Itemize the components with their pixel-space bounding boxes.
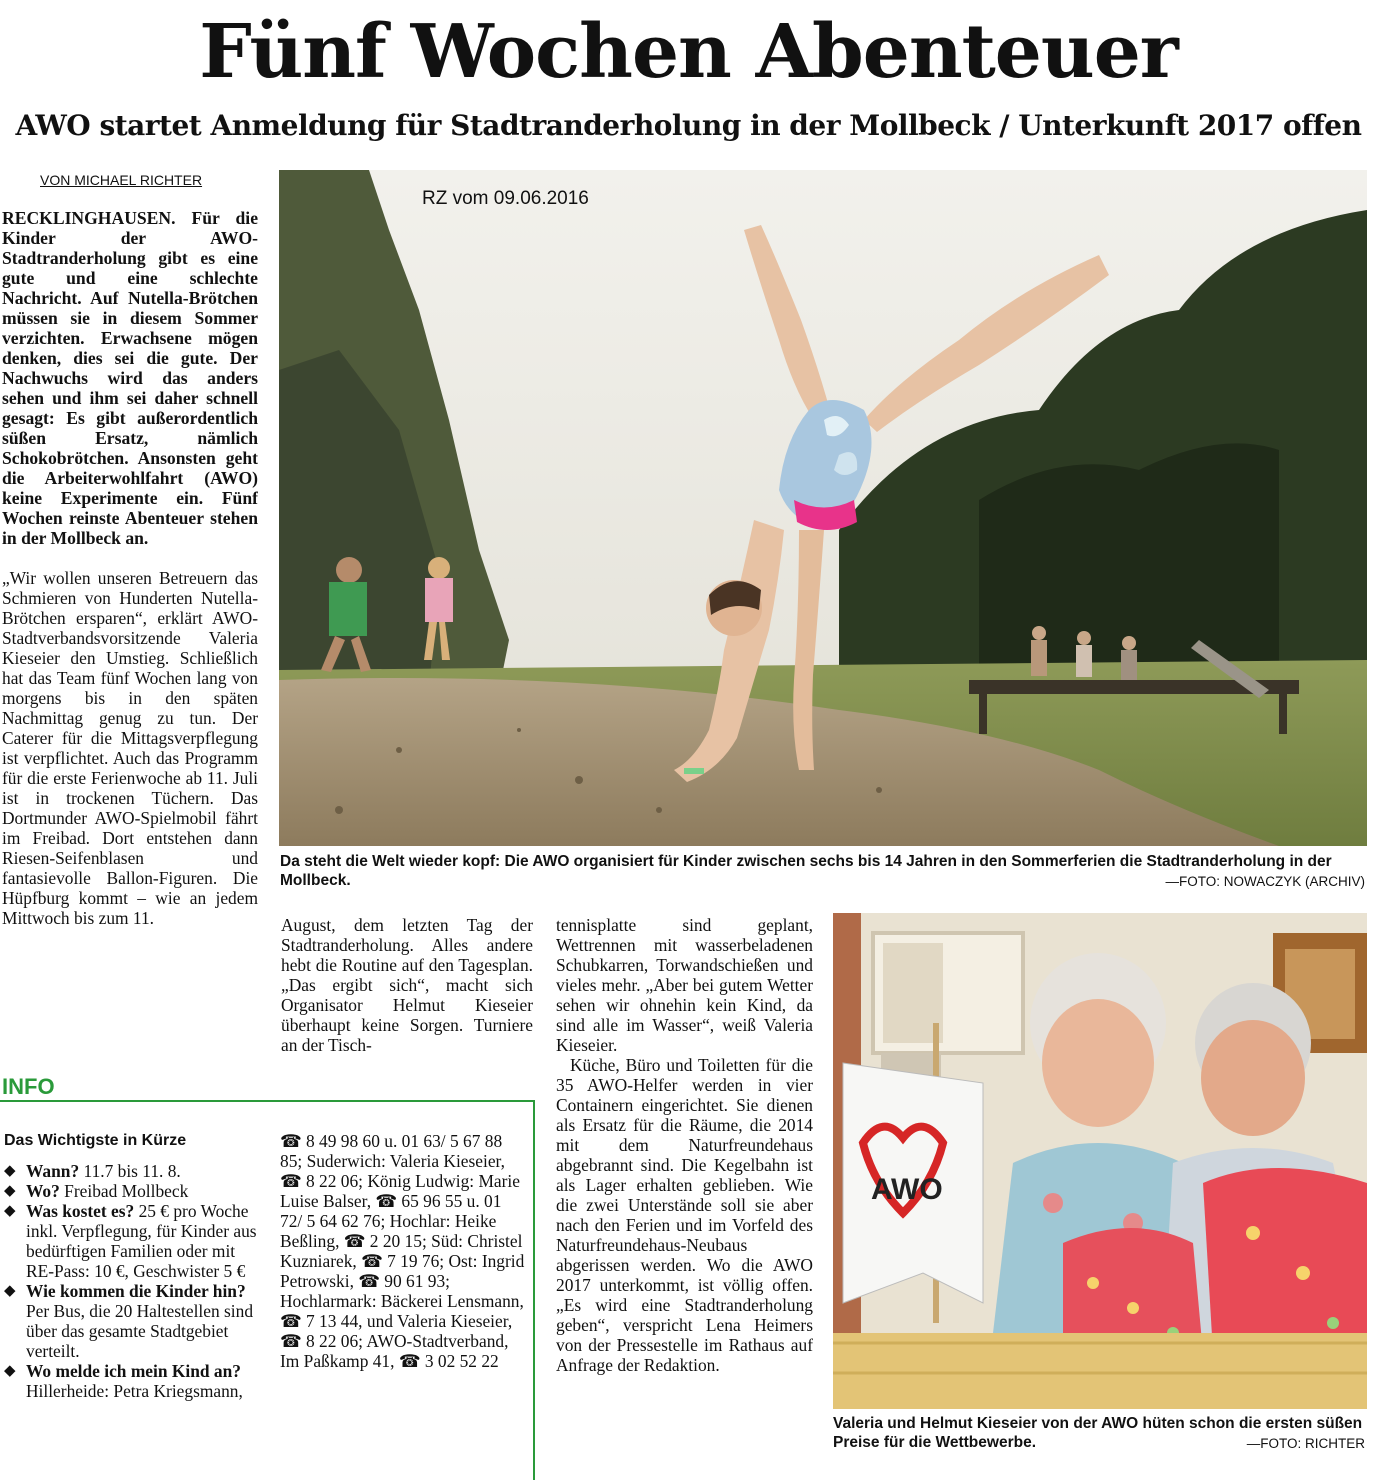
main-photo-caption-text: Da steht die Welt wieder kopf: Die AWO organisiert für Kinder zwischen sechs bis 14 Jahren in den Sommerferien die Stadtranderholung in der Mollbeck. (280, 853, 1332, 889)
info-item-when (4, 1161, 266, 1181)
cartwheel-photo-illustration (279, 170, 1367, 846)
portrait-photo-credit: —FOTO: RICHTER (1246, 1436, 1365, 1451)
portrait-photo (833, 913, 1367, 1409)
couple-photo-illustration (833, 913, 1367, 1409)
info-item-answer: Per Bus, die 20 Haltestellen sind über das gesamte Stadtgebiet verteilt. (26, 1301, 254, 1361)
byline: VON MICHAEL RICHTER (40, 172, 203, 188)
diamond-bullet-icon: ◆ (4, 1203, 16, 1219)
info-item-question: Was kostet es? (26, 1201, 135, 1221)
info-heading: INFO (2, 1074, 55, 1099)
main-photo-credit: —FOTO: NOWACZYK (ARCHIV) (1165, 874, 1365, 889)
article-column-3 (556, 915, 813, 1475)
info-item-transport (4, 1281, 266, 1361)
info-list (4, 1161, 266, 1401)
pennant-logo-text: AWO (871, 1173, 943, 1206)
info-title: Das Wichtigste in Kürze (4, 1132, 187, 1149)
article-column-1 (2, 208, 258, 1056)
diamond-bullet-icon: ◆ (4, 1183, 16, 1199)
body-paragraph-3b: Küche, Büro und Toiletten für die 35 AWO-Helfer werden in vier Containern eingerichtet. Sie dienen als Ersatz für die Räume, die 2014 mit dem Naturfreundehaus abgebrannt sind. Die Kegelbahn ist als Lager erhalten geblieben. Wie die zwei Unterstände soll sie aber nach den Ferien und im Vorfeld des Naturfreundehaus-Neubaus abgerissen werden. Wo die AWO 2017 unterkommt, ist völlig offen. „Es wird eine Stadtranderholung geben“, verspricht Lena Heimers von der Pressestelle im Rathaus auf Anfrage der Redaktion. (556, 1055, 813, 1375)
info-item-where (4, 1181, 266, 1201)
article-column-2: August, dem letzten Tag der Stadtranderholung. Alles andere hebt die Routine auf den Tagesplan. „Das ergibt sich“, macht sich Organisator Helmut Kieseier überhaupt keine Sorgen. Turniere an der Tisch- (281, 915, 533, 1055)
subheadline: AWO startet Anmeldung für Stadtranderholung in der Mollbeck / Unterkunft 2017 offen (15, 109, 1362, 142)
info-item-answer: 25 € pro Woche inkl. Verpflegung, für Kinder aus bedürftigen Familien oder mit RE-Pass: 10 €, Geschwister 5 € (26, 1201, 257, 1281)
diamond-bullet-icon: ◆ (4, 1283, 16, 1299)
date-stamp: RZ vom 09.06.2016 (422, 188, 589, 209)
body-paragraph-1: „Wir wollen unseren Betreuern das Schmieren von Hunderten Nutella-Brötchen ersparen“, erklärt AWO-Stadtverbandsvorsitzende Valeria Kieseier den Umstieg. Schließlich hat das Team fünf Wochen lang von morgens bis in den späten Nachmittag genug zu tun. Der Caterer für die Mittagsverpflegung ist verpflichtet. Auch das Programm für die erste Ferienwoche ab 11. Juli ist in trockenen Tüchern. Das Dortmunder AWO-Spielmobil fährt im Freibad. Dort entstehen dann Riesen-Seifenblasen und fantasievolle Ballon-Figuren. Die Hüpfburg kommt – wie an jedem Mittwoch bis zum 11. (2, 568, 258, 928)
info-item-question: Wie kommen die Kinder hin? (26, 1281, 246, 1301)
headline: Fünf Wochen Abenteuer (199, 9, 1178, 95)
diamond-bullet-icon: ◆ (4, 1363, 16, 1379)
body-paragraph-3a: tennisplatte sind geplant, Wettrennen mit wasserbeladenen Schubkarren, Torwandschießen und vieles mehr. „Aber bei gutem Wetter sehen wir ohnehin kein Kind, da sind alle im Wasser“, weiß Valeria Kieseier. (556, 915, 813, 1055)
info-contacts: ☎ 8 49 98 60 u. 01 63/ 5 67 88 85; Suderwich: Valeria Kieseier, ☎ 8 22 06; König Ludwig: Marie Luise Balser, ☎ 65 96 55 u. 01 72/ 5 64 62 76; Hochlar: Heike Beßling, ☎ 2 20 15; Süd: Christel Kuzniarek, ☎ 7 19 76; Ost: Ingrid Petrowski, ☎ 90 61 93; Hochlarmark: Bäckerei Lensmann, ☎ 7 13 44, und Valeria Kieseier, ☎ 8 22 06; AWO-Stadtverband, Im Paßkamp 41, ☎ 3 02 52 22 (280, 1131, 525, 1371)
main-photo (279, 170, 1367, 846)
info-item-answer: Freibad Mollbeck (59, 1181, 189, 1201)
info-item-question: Wann? (26, 1161, 80, 1181)
info-item-answer: Hillerheide: Petra Kriegsmann, (26, 1381, 243, 1401)
info-item-question: Wo? (26, 1181, 60, 1201)
lead-paragraph: RECKLINGHAUSEN. Für die Kinder der AWO-Stadtranderholung gibt es eine gute und eine schlechte Nachricht. Auf Nutella-Brötchen müssen sie in diesem Sommer verzichten. Erwachsene mögen denken, dies sei die gute. Der Nachwuchs wird das anders sehen und ihm sei daher schnell gesagt: Es gibt außerordentlich süßen Ersatz, nämlich Schokobrötchen. Ansonsten geht die Arbeiterwohlfahrt (AWO) keine Experimente ein. Fünf Wochen reinste Abenteuer stehen in der Mollbeck an. (2, 208, 258, 548)
info-item-answer: 11.7 bis 11. 8. (79, 1161, 181, 1181)
portrait-photo-caption-text: Valeria und Helmut Kieseier von der AWO hüten schon die ersten süßen Preise für die Wettbewerbe. (833, 1415, 1363, 1451)
diamond-bullet-icon: ◆ (4, 1163, 16, 1179)
info-item-registration (4, 1361, 266, 1401)
info-item-question: Wo melde ich mein Kind an? (26, 1361, 241, 1381)
info-item-cost (4, 1201, 266, 1281)
